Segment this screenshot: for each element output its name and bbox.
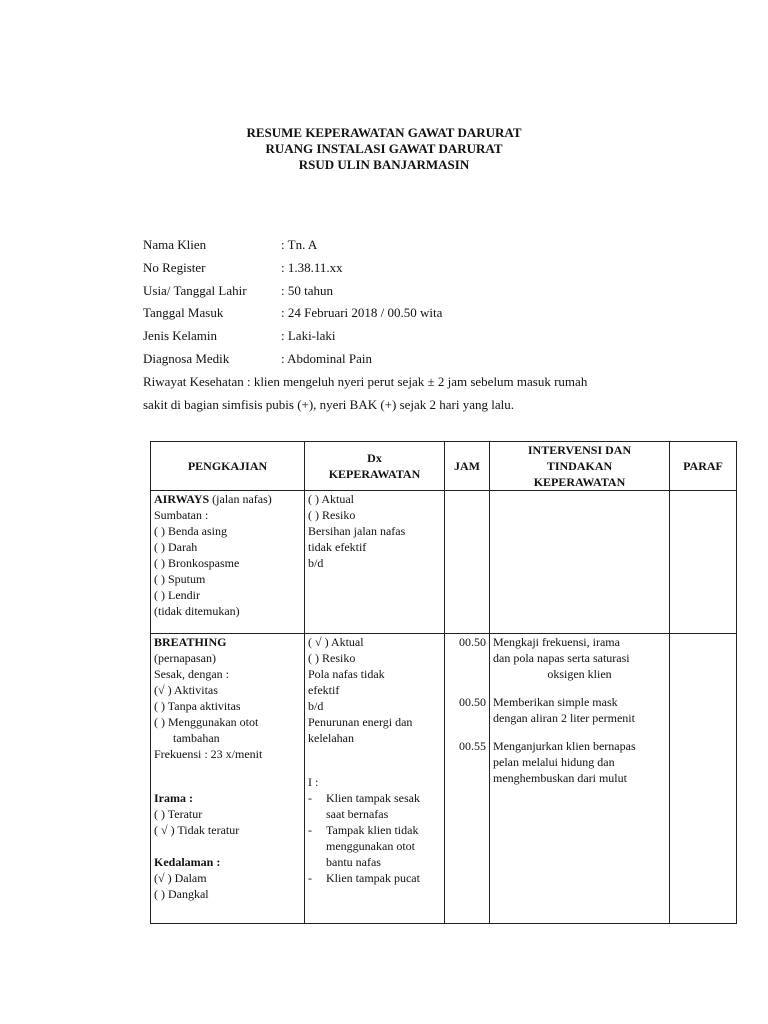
breathing-line-tambahan: tambahan xyxy=(173,731,220,745)
intervensi-line: dan pola napas serta saturasi xyxy=(493,651,630,665)
kedalaman-option: (√ ) Dalam xyxy=(154,871,207,885)
header-jam: JAM xyxy=(445,442,490,491)
airways-line: ( ) Darah xyxy=(154,540,198,554)
kedalaman-title: Kedalaman : xyxy=(154,855,221,869)
info-label: Diagnosa Medik xyxy=(143,351,230,366)
info-label: No Register xyxy=(143,260,206,275)
header-intervensi-line: KEPERAWATAN xyxy=(533,475,626,489)
airways-dx-line: Bersihan jalan nafas xyxy=(308,524,406,538)
info-value: : Laki-laki xyxy=(281,328,336,343)
breathing-dx-line: Pola nafas tidak xyxy=(308,667,385,681)
airways-dx-line: ( ) Aktual xyxy=(308,492,354,506)
breathing-dx-line: ( ) Resiko xyxy=(308,651,356,665)
table-row-airways xyxy=(151,491,737,634)
header-dx-line: KEPERAWATAN xyxy=(328,467,421,481)
jam-entry: 00.50 xyxy=(459,635,486,649)
dx-item: - Klien tampak pucat xyxy=(308,871,420,885)
airways-title: AIRWAYS xyxy=(154,492,210,506)
riwayat-line-1: Riwayat Kesehatan : klien mengeluh nyeri perut sejak ± 2 jam sebelum masuk rumah xyxy=(143,374,588,389)
breathing-title: BREATHING xyxy=(154,635,227,649)
irama-title: Irama : xyxy=(154,791,193,805)
info-label: Nama Klien xyxy=(143,237,207,252)
info-value: : Tn. A xyxy=(281,237,318,252)
header-intervensi xyxy=(490,442,670,491)
doc-title-2: RUANG INSTALASI GAWAT DARURAT xyxy=(265,141,503,156)
info-label: Tanggal Masuk xyxy=(143,305,224,320)
breathing-dx-line: Penurunan energi dan xyxy=(308,715,413,729)
airways-line: ( ) Sputum xyxy=(154,572,206,586)
breathing-paraf xyxy=(670,634,737,924)
airways-pengkajian xyxy=(151,491,305,634)
airways-line: (tidak ditemukan) xyxy=(154,604,240,618)
info-value: : Abdominal Pain xyxy=(281,351,372,366)
info-label: Usia/ Tanggal Lahir xyxy=(143,283,247,298)
info-value: : 1.38.11.xx xyxy=(281,260,343,275)
breathing-dx-i: I : xyxy=(308,775,319,789)
info-value: : 50 tahun xyxy=(281,283,333,298)
airways-line: ( ) Bronkospasme xyxy=(154,556,240,570)
breathing-jam xyxy=(445,634,490,924)
breathing-intervensi xyxy=(490,634,670,924)
breathing-dx-line: efektif xyxy=(308,683,340,697)
intervensi-line: pelan melalui hidung dan xyxy=(493,755,615,769)
breathing-dx-line: kelelahan xyxy=(308,731,354,745)
intervensi-line: Memberikan simple mask xyxy=(493,695,618,709)
header-intervensi-line: INTERVENSI DAN xyxy=(527,443,632,457)
info-label: Jenis Kelamin xyxy=(143,328,218,343)
breathing-pengkajian xyxy=(151,634,305,924)
header-dx xyxy=(305,442,445,491)
breathing-dx-line: ( √ ) Aktual xyxy=(308,635,364,649)
table-row-breathing xyxy=(151,634,737,924)
intervensi-line: Mengkaji frekuensi, irama xyxy=(493,635,620,649)
breathing-frekuensi: Frekuensi : 23 x/menit xyxy=(154,747,263,761)
airways-dx-line: b/d xyxy=(308,556,324,570)
header-intervensi-line: TINDAKAN xyxy=(546,459,613,473)
intervensi-line: dengan aliran 2 liter permenit xyxy=(493,711,635,725)
airways-paraf xyxy=(670,491,737,634)
dx-item-cont: saat bernafas xyxy=(326,807,389,821)
dx-item-cont: bantu nafas xyxy=(326,855,381,869)
assessment-table xyxy=(150,441,737,924)
irama-option: ( √ ) Tidak teratur xyxy=(154,823,240,837)
doc-title-3: RSUD ULIN BANJARMASIN xyxy=(298,157,470,172)
header-dx-line: Dx xyxy=(367,451,382,465)
intervensi-line: menghembuskan dari mulut xyxy=(493,771,627,785)
jam-entry: 00.55 xyxy=(459,739,486,753)
breathing-dx-line: b/d xyxy=(308,699,324,713)
airways-intervensi xyxy=(490,491,670,634)
breathing-line: ( ) Tanpa aktivitas xyxy=(154,699,241,713)
dx-item: - Tampak klien tidak xyxy=(308,823,419,837)
airways-line: ( ) Benda asing xyxy=(154,524,227,538)
riwayat-line-2: sakit di bagian simfisis pubis (+), nyeri BAK (+) sejak 2 hari yang lalu. xyxy=(143,397,515,412)
breathing-line: ( ) Menggunakan otot xyxy=(154,715,259,729)
airways-line: Sumbatan : xyxy=(154,508,209,522)
intervensi-line: oksigen klien xyxy=(547,667,612,681)
airways-dx-line: ( ) Resiko xyxy=(308,508,356,522)
intervensi-line: Menganjurkan klien bernapas xyxy=(493,739,636,753)
breathing-dx xyxy=(305,634,445,924)
table-header-row xyxy=(151,442,737,491)
airways-title-suffix: (jalan nafas) xyxy=(209,492,272,506)
dx-item-cont: menggunakan otot xyxy=(326,839,415,853)
doc-title-1: RESUME KEPERAWATAN GAWAT DARURAT xyxy=(246,125,522,140)
info-value: : 24 Februari 2018 / 00.50 wita xyxy=(281,305,443,320)
kedalaman-option: ( ) Dangkal xyxy=(154,887,209,901)
airways-line: ( ) Lendir xyxy=(154,588,200,602)
dx-item: - Klien tampak sesak xyxy=(308,791,420,805)
breathing-line: Sesak, dengan : xyxy=(154,667,229,681)
airways-jam xyxy=(445,491,490,634)
airways-title-line xyxy=(154,491,301,507)
breathing-line: (pernapasan) xyxy=(154,651,216,665)
jam-entry: 00.50 xyxy=(459,695,486,709)
header-paraf: PARAF xyxy=(670,442,737,491)
airways-dx xyxy=(305,491,445,634)
header-pengkajian: PENGKAJIAN xyxy=(151,442,305,491)
airways-dx-line: tidak efektif xyxy=(308,540,367,554)
irama-option: ( ) Teratur xyxy=(154,807,203,821)
breathing-line: (√ ) Aktivitas xyxy=(154,683,218,697)
